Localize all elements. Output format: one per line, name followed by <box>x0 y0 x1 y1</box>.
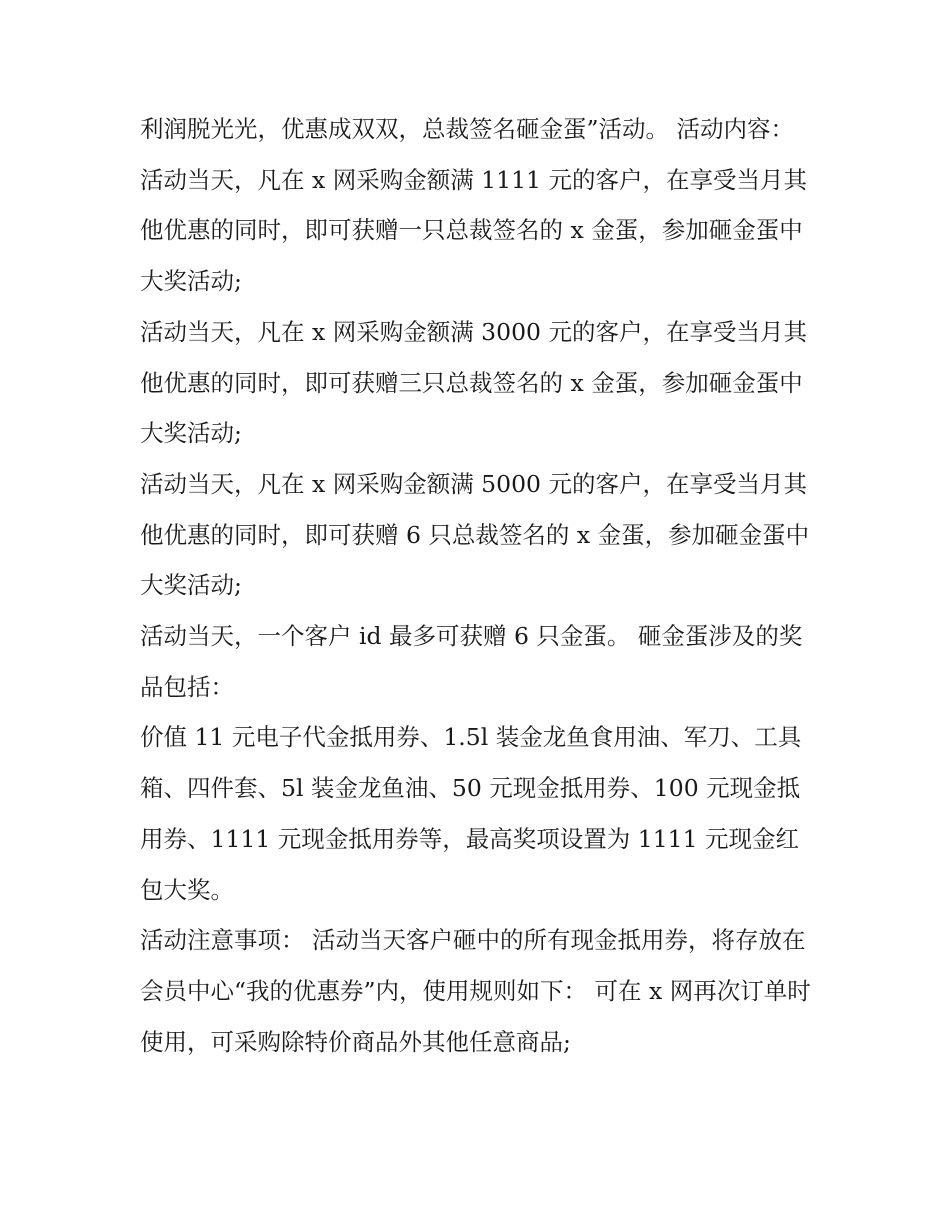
paragraph-tier-5000: 活动当天，凡在 x 网采购金额满 5000 元的客户，在享受当月其他优惠的同时，即可获赠 6 只总裁签名的 x 金蛋，参加砸金蛋中大奖活动; <box>140 469 810 600</box>
paragraph-notes: 活动注意事项： 活动当天客户砸中的所有现金抵用券，将存放在会员中心“我的优惠券”内，使用规则如下： 可在 x 网再次订单时使用，可采购除特价商品外其他任意商品; <box>140 926 811 1056</box>
paragraph-tier-3000: 活动当天，凡在 x 网采购金额满 3000 元的客户，在享受当月其他优惠的同时，即可获赠三只总裁签名的 x 金蛋，参加砸金蛋中大奖活动; <box>140 317 807 448</box>
paragraph-tier-1111: 活动当天，凡在 x 网采购金额满 1111 元的客户，在享受当月其他优惠的同时，即可获赠一只总裁签名的 x 金蛋，参加砸金蛋中大奖活动; <box>140 165 807 296</box>
paragraph-intro: 利润脱光光，优惠成双双，总裁签名砸金蛋”活动。 活动内容： <box>140 115 794 143</box>
paragraph-limit: 活动当天，一个客户 id 最多可获赠 6 只金蛋。 砸金蛋涉及的奖品包括： <box>140 622 803 701</box>
paragraph-prizes: 价值 11 元电子代金抵用券、1.5l 装金龙鱼食用油、军刀、工具箱、四件套、5l 装金龙鱼油、50 元现金抵用券、100 元现金抵用券、1111 元现金抵用券等，最高奖项设置为 1111 元现金红包大奖。 <box>140 723 802 904</box>
document-body <box>140 104 812 1067</box>
